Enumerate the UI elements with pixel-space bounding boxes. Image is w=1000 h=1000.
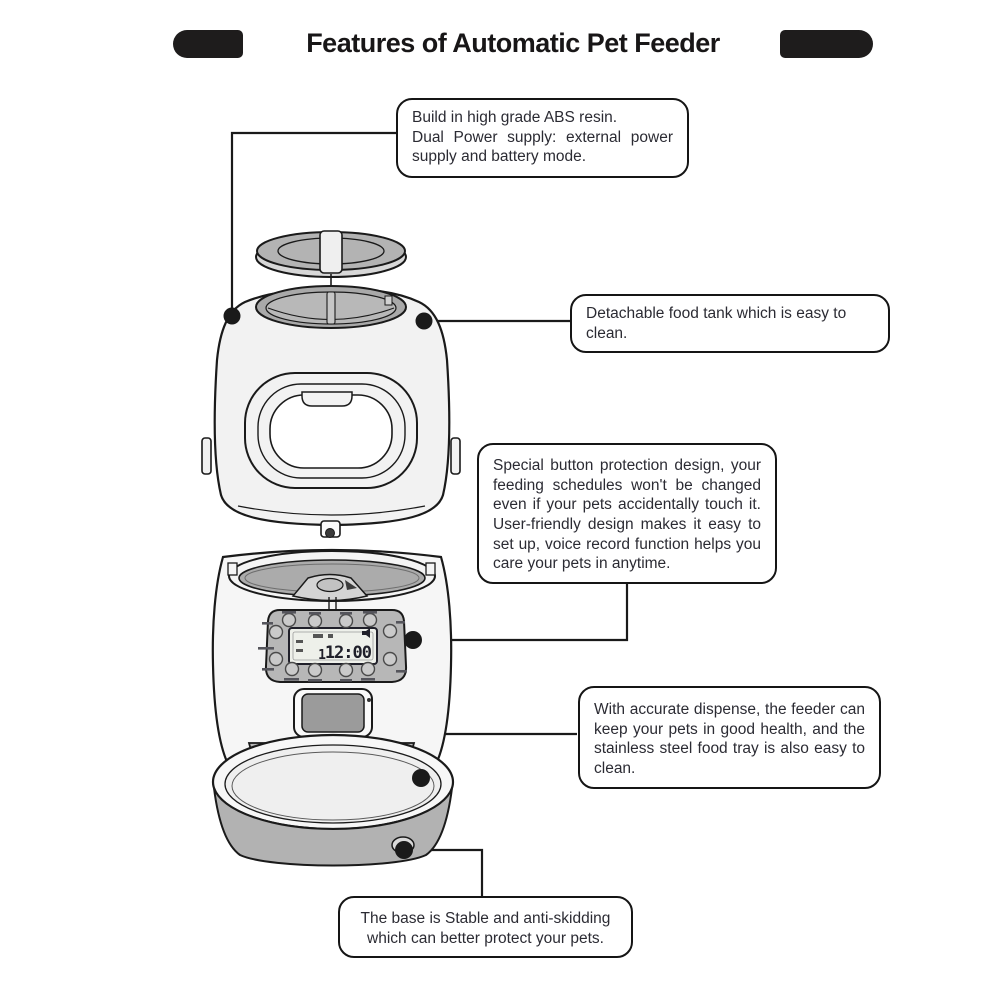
feeder-base [213, 550, 453, 866]
callout-dot [404, 631, 422, 649]
tank-opening [256, 286, 406, 328]
lcd-display [289, 628, 377, 664]
lcd-segment-mark [296, 649, 303, 652]
callout-dot [395, 841, 413, 859]
callout-line: Build in high grade ABS resin. [412, 109, 618, 126]
panel-button [364, 614, 377, 627]
lcd-time: 12:00 [324, 643, 371, 663]
connector-line [232, 133, 396, 312]
tank-side-tab [202, 438, 211, 474]
callout-text: The base is Stable and anti-skidding which can better protect your pets. [360, 910, 611, 947]
callout-detachable-tank [570, 294, 890, 353]
control-panel [258, 610, 407, 682]
opening-divider [327, 292, 335, 324]
callout-stable-base [338, 896, 633, 958]
callout-accurate-dispense [578, 686, 881, 789]
rim-tab [426, 563, 435, 575]
lcd-status-icon [328, 634, 333, 638]
dispenser-chute [294, 689, 372, 737]
panel-button [362, 663, 375, 676]
callout-dot [412, 769, 430, 787]
lcd-status-icon [313, 634, 323, 638]
callout-text: Special button protection design, your feeding schedules won't be changed even if your pets accidentally touch it. User-friendly design makes it easy to set up, voice record function helps you care your pets in anytime. [493, 457, 761, 573]
feeder-lid [256, 231, 406, 289]
panel-button [309, 664, 322, 677]
panel-button [270, 626, 283, 639]
callout-dot [224, 308, 241, 325]
panel-button [384, 653, 397, 666]
panel-button [384, 625, 397, 638]
panel-button [286, 663, 299, 676]
panel-button [309, 615, 322, 628]
callout-text: With accurate dispense, the feeder can keep your pets in good health, and the stainless steel food tray is also easy to clean. [594, 701, 865, 778]
title-bar-right [780, 30, 873, 58]
panel-button [340, 615, 353, 628]
lcd-meal-count: 1 [318, 648, 326, 663]
window-handle-notch [302, 392, 352, 406]
lcd-segment-mark [296, 640, 303, 643]
panel-button [340, 664, 353, 677]
callout-button-protection [477, 443, 777, 584]
callout-text: Detachable food tank which is easy to clean. [586, 305, 847, 342]
tank-side-tab [451, 438, 460, 474]
panel-button [270, 653, 283, 666]
callout-dot [416, 313, 433, 330]
page-title: Features of Automatic Pet Feeder [306, 27, 720, 58]
callout-line: Dual Power supply: external power supply and battery mode. [412, 128, 673, 166]
lid-divider [320, 231, 342, 273]
tank-outlet [321, 521, 340, 538]
panel-button [283, 614, 296, 627]
callout-abs-resin [396, 98, 689, 178]
opening-latch [385, 296, 392, 305]
rim-tab [228, 563, 237, 575]
title-bar-left [173, 30, 243, 58]
